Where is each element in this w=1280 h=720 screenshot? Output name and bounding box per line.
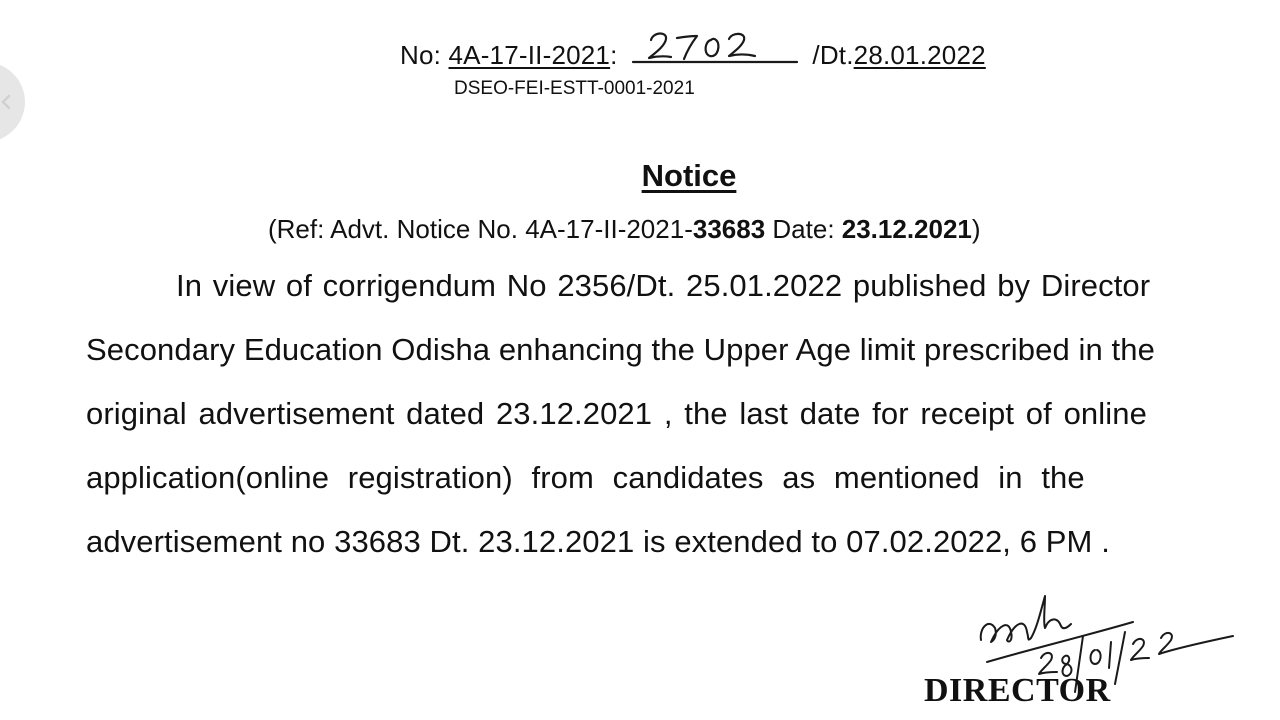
signatory-designation: DIRECTOR	[924, 672, 1111, 709]
body-line-3: original advertisement dated 23.12.2021 , the last date for receipt of online	[86, 396, 1147, 431]
no-label: No:	[400, 40, 442, 70]
advertisement-number: 33683	[692, 214, 766, 244]
file-number-separator: :	[610, 40, 618, 70]
issue-date: 28.01.2022	[853, 40, 986, 70]
chevron-left-icon	[0, 94, 13, 110]
file-number: 4A-17-II-2021	[448, 40, 611, 70]
advertisement-reference	[268, 214, 981, 245]
reference-number-line	[400, 36, 986, 71]
advertisement-date-label: Date:	[765, 214, 842, 244]
advertisement-reference-prefix: (Ref: Advt. Notice No. 4A-17-II-2021-	[268, 214, 693, 244]
sub-reference-code: DSEO-FEI-ESTT-0001-2021	[454, 78, 695, 99]
date-label: /Dt.	[812, 40, 854, 70]
handwritten-dispatch-number	[625, 36, 805, 66]
advertisement-date: 23.12.2021	[841, 214, 972, 244]
notice-title: Notice	[641, 158, 737, 193]
advertisement-reference-close: )	[971, 214, 981, 244]
body-line-5: advertisement no 33683 Dt. 23.12.2021 is extended to 07.02.2022, 6 PM .	[86, 524, 1110, 559]
body-line-1: In view of corrigendum No 2356/Dt. 25.01.2022 published by Director	[176, 268, 1151, 303]
body-line-4: application(online registration) from candidates as mentioned in the	[86, 460, 1085, 495]
back-button[interactable]	[0, 62, 25, 142]
body-line-2: Secondary Education Odisha enhancing the Upper Age limit prescribed in the	[86, 332, 1155, 367]
handwriting-number-drawing	[625, 26, 805, 68]
